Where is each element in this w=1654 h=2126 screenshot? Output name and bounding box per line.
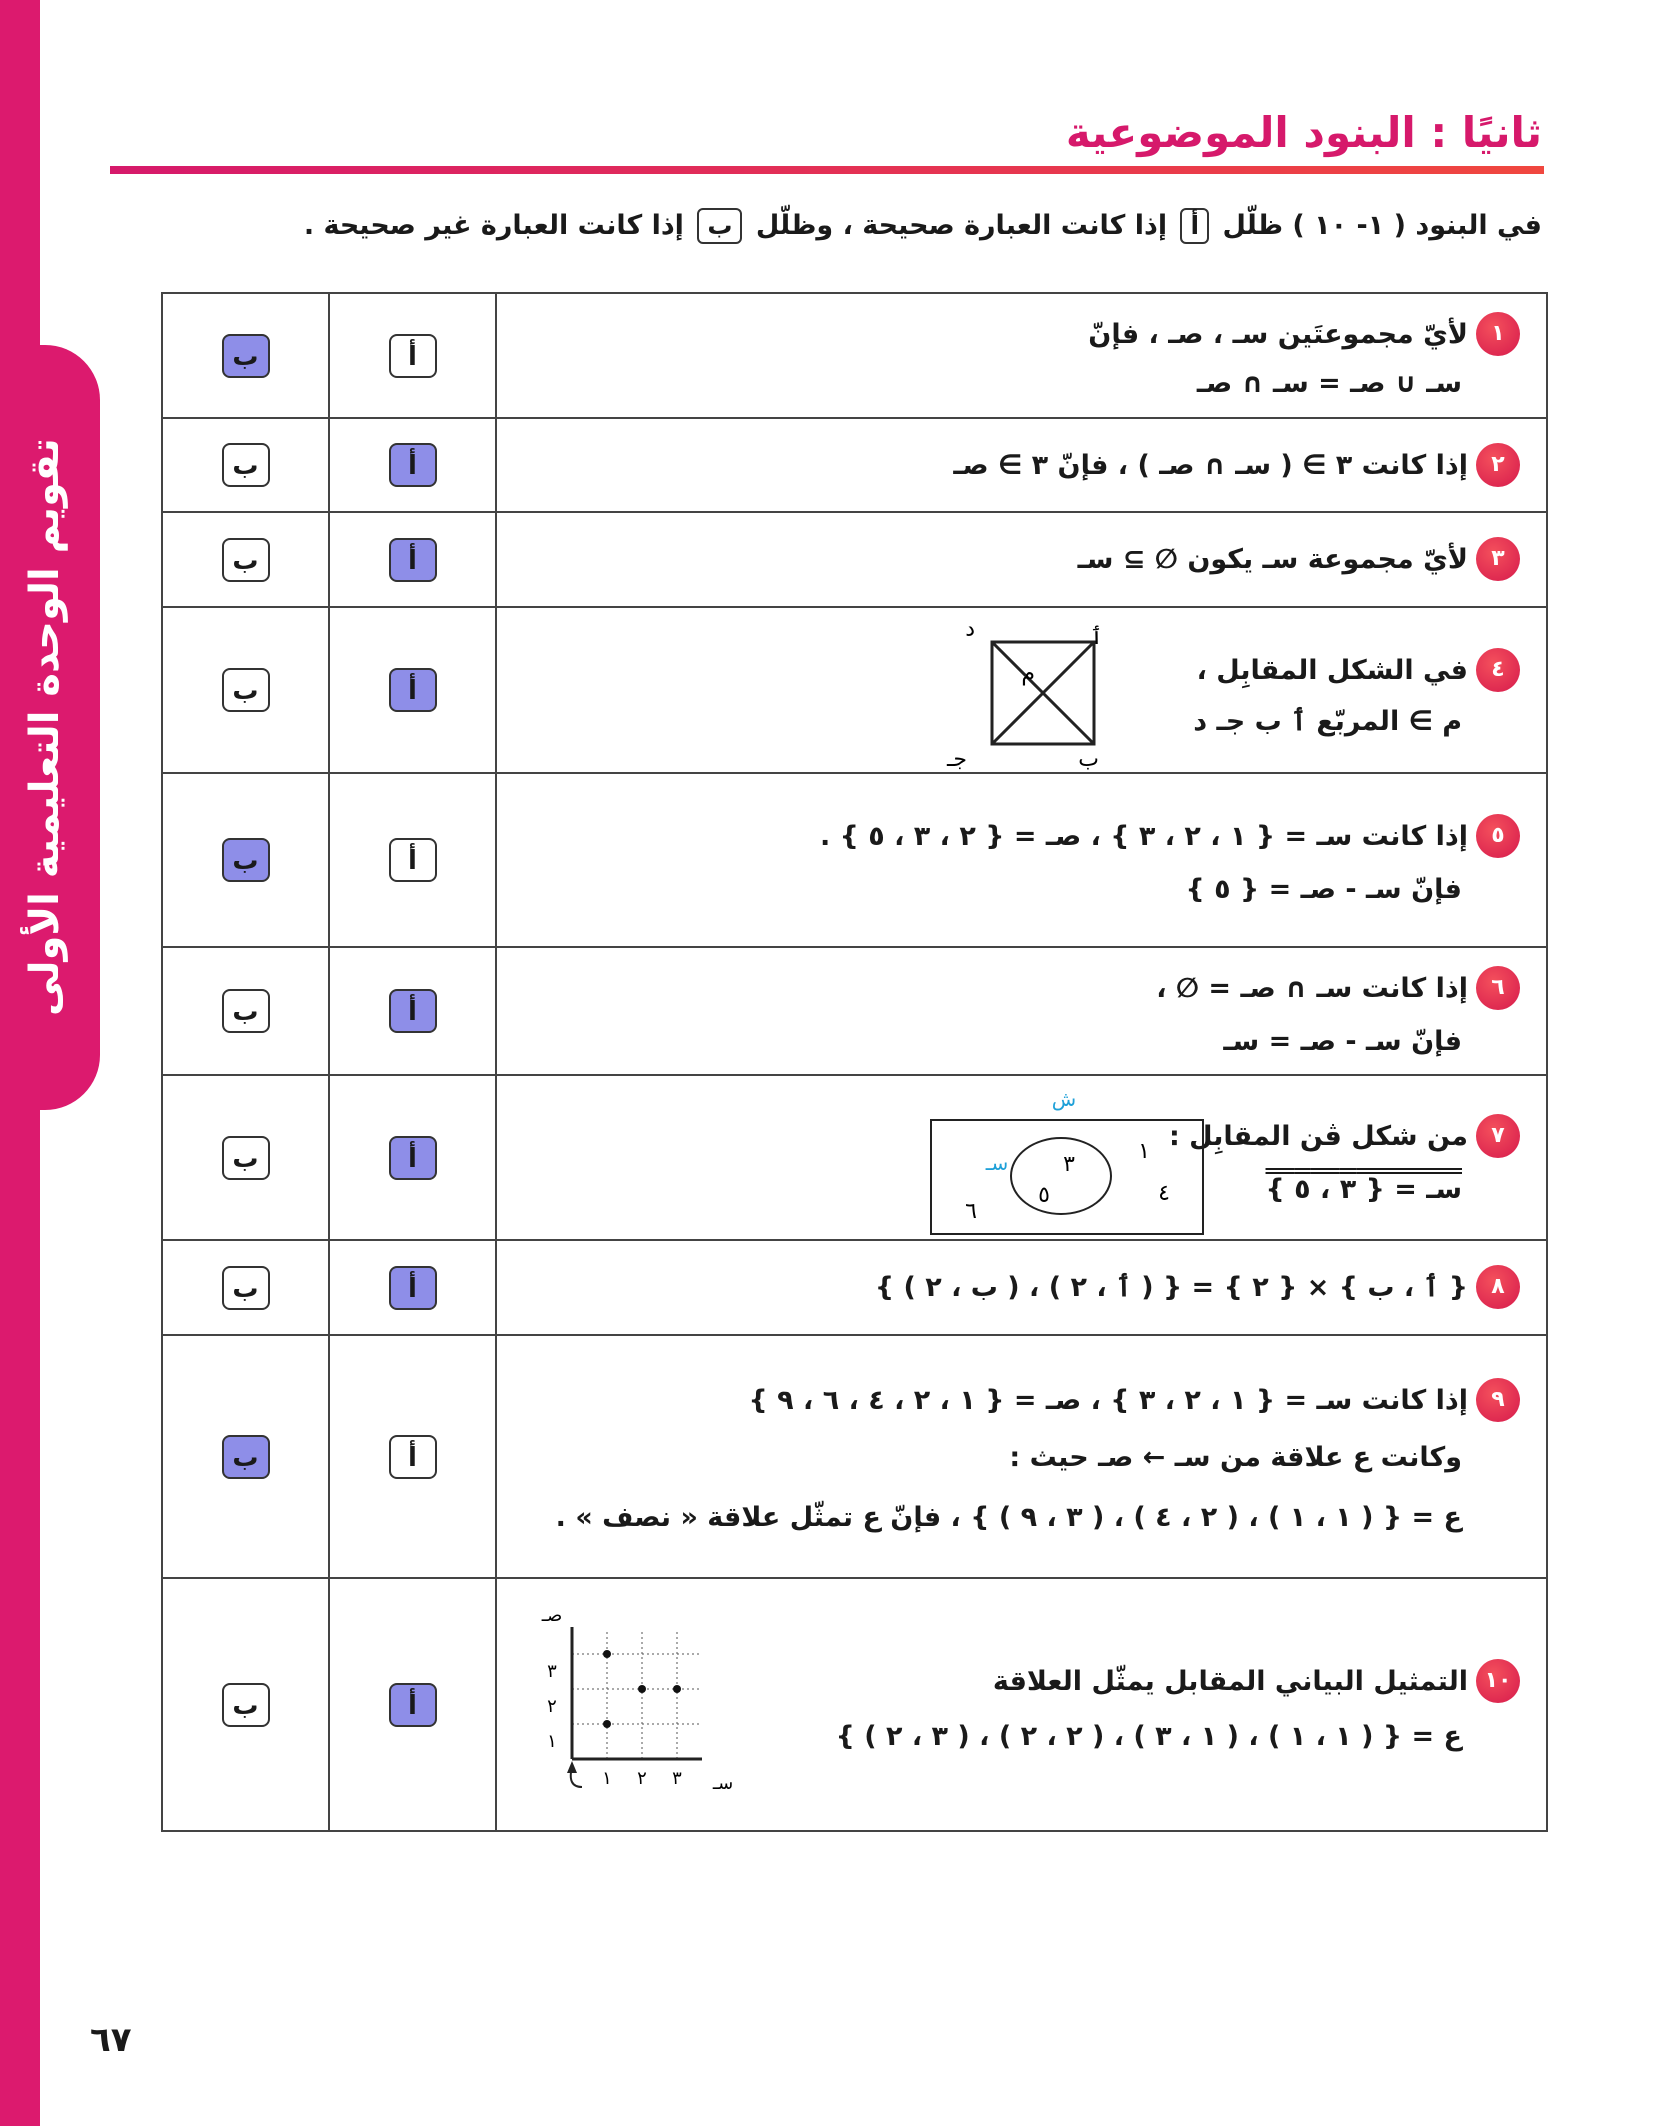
- venn-diagram: [919, 1078, 1209, 1238]
- option-cell-a-4: [329, 607, 496, 773]
- option-cell-a-3: [329, 512, 496, 607]
- instructions-box-a: أ: [1180, 208, 1209, 244]
- item-row-6: [162, 947, 1547, 1075]
- question-cell-1: [496, 293, 1547, 418]
- item-number-1: ١: [1476, 312, 1520, 356]
- item-number-3: ٣: [1476, 537, 1520, 581]
- item-text-9c: ع = { ( ١ ، ١ ) ، ( ٢ ، ٤ ) ، ( ٣ ، ٩ ) } ، فإنّ ع تمثّل علاقة « نصف » .: [555, 1502, 1462, 1533]
- option-a-4[interactable]: أ: [389, 668, 437, 712]
- instructions-mid: إذا كانت العبارة صحيحة ، وظلّل: [755, 210, 1168, 241]
- option-cell-b-6: [162, 947, 329, 1075]
- item-number-9: ٩: [1476, 1378, 1520, 1422]
- item-number-10: ١٠: [1476, 1659, 1520, 1703]
- option-cell-a-6: [329, 947, 496, 1075]
- item-number-7: ٧: [1476, 1114, 1520, 1158]
- item-number-2: ٢: [1476, 443, 1520, 487]
- instructions: [304, 208, 1542, 244]
- item-row-9: [162, 1335, 1547, 1578]
- option-b-3[interactable]: ب: [222, 538, 270, 582]
- option-b-4[interactable]: ب: [222, 668, 270, 712]
- item-row-5: [162, 773, 1547, 947]
- item-text-10: التمثيل البياني المقابل يمثّل العلاقة: [992, 1665, 1468, 1697]
- graph-point-4: [673, 1685, 681, 1693]
- graph-points: [603, 1650, 681, 1728]
- items-table: [161, 292, 1548, 1832]
- graph-y-label: صـ: [541, 1605, 563, 1626]
- option-b-1[interactable]: ب: [222, 334, 270, 378]
- item-row-2: [162, 418, 1547, 512]
- page-number: ٦٧: [90, 2020, 132, 2060]
- question-cell-3: [496, 512, 1547, 607]
- vertex-c: جـ: [946, 747, 967, 772]
- option-cell-b-5: [162, 773, 329, 947]
- item-text-8: { ٲ ، ب } × { ٢ } = { ( ٲ ، ٢ ) ، ( ب ، ٢ ) }: [874, 1271, 1468, 1303]
- set-ellipse: [1011, 1138, 1111, 1214]
- item-text-9b: وكانت ع علاقة من سـ ← صـ حيث :: [1009, 1442, 1462, 1473]
- question-cell-6: [496, 947, 1547, 1075]
- option-a-9[interactable]: أ: [389, 1435, 437, 1479]
- item-row-4: [162, 607, 1547, 773]
- question-cell-10: [496, 1578, 1547, 1831]
- instructions-post: إذا كانت العبارة غير صحيحة .: [303, 210, 684, 241]
- option-b-8[interactable]: ب: [222, 1266, 270, 1310]
- option-a-8[interactable]: أ: [389, 1266, 437, 1310]
- question-cell-2: [496, 418, 1547, 512]
- graph-x-label: سـ: [712, 1773, 734, 1794]
- y-tick-2: ٢: [547, 1696, 557, 1717]
- item-text-6b: فإنّ سـ - صـ = سـ: [1223, 1026, 1462, 1057]
- graph-point-1: [603, 1720, 611, 1728]
- option-cell-b-1: [162, 293, 329, 418]
- x-tick-3: ٣: [672, 1768, 682, 1789]
- option-cell-a-7: [329, 1075, 496, 1240]
- y-tick-3: ٣: [547, 1661, 557, 1682]
- graph-point-2: [603, 1650, 611, 1658]
- item-text-2: إذا كانت ٣ ∋ ( سـ ∩ صـ ) ، فإنّ ٣ ∋ صـ: [953, 449, 1468, 481]
- section-title: ثانيًا : البنود الموضوعية: [1065, 108, 1542, 157]
- item-text-1b: سـ ∪ صـ = سـ ∩ صـ: [1196, 368, 1462, 399]
- question-cell-5: [496, 773, 1547, 947]
- item-text-4: في الشكل المقابِل ،: [1196, 654, 1468, 686]
- question-cell-9: [496, 1335, 1547, 1578]
- option-cell-a-8: [329, 1240, 496, 1335]
- item-row-10: [162, 1578, 1547, 1831]
- venn-outside-1: ١: [1138, 1139, 1150, 1164]
- item-text-5: إذا كانت سـ = { ١ ، ٢ ، ٣ } ، صـ = { ٢ ، ٣ ، ٥ } .: [819, 820, 1468, 852]
- instructions-pre: في البنود ( ١- ١٠ ) ظلّل: [1222, 210, 1542, 241]
- vertex-b: ب: [1078, 747, 1099, 772]
- option-cell-b-10: [162, 1578, 329, 1831]
- option-b-5[interactable]: ب: [222, 838, 270, 882]
- item-row-8: [162, 1240, 1547, 1335]
- item-text-7: من شكل ڤن المقابِل :: [1168, 1120, 1468, 1152]
- option-cell-a-5: [329, 773, 496, 947]
- universal-label: ش: [1051, 1087, 1077, 1111]
- graph-grid: [572, 1629, 702, 1759]
- venn-inside-1: ٣: [1063, 1152, 1075, 1177]
- x-tick-2: ٢: [637, 1768, 647, 1789]
- option-b-9[interactable]: ب: [222, 1435, 270, 1479]
- set-label: سـ: [985, 1151, 1009, 1175]
- option-cell-a-1: [329, 293, 496, 418]
- question-cell-4: [496, 607, 1547, 773]
- item-number-5: ٥: [1476, 814, 1520, 858]
- option-b-6[interactable]: ب: [222, 989, 270, 1033]
- vertex-a: ٲ: [1090, 625, 1103, 650]
- option-a-6[interactable]: أ: [389, 989, 437, 1033]
- option-cell-a-10: [329, 1578, 496, 1831]
- title-underline: [110, 166, 1544, 174]
- option-b-10[interactable]: ب: [222, 1683, 270, 1727]
- option-cell-a-2: [329, 418, 496, 512]
- instructions-box-b: ب: [697, 208, 742, 244]
- option-cell-b-2: [162, 418, 329, 512]
- item-text-3: لأيّ مجموعة سـ يكون ∅ ⊇ سـ: [1077, 543, 1468, 575]
- question-cell-7: [496, 1075, 1547, 1240]
- option-cell-b-4: [162, 607, 329, 773]
- item-row-3: [162, 512, 1547, 607]
- item-text-9: إذا كانت سـ = { ١ ، ٢ ، ٣ } ، صـ = { ١ ، ٢ ، ٤ ، ٦ ، ٩ }: [748, 1384, 1468, 1416]
- item-row-1: [162, 293, 1547, 418]
- venn-inside-2: ٥: [1038, 1183, 1050, 1208]
- item-text-1: لأيّ مجموعتَين سـ ، صـ ، فإنّ: [1088, 318, 1468, 350]
- option-a-3[interactable]: أ: [389, 538, 437, 582]
- vertex-d: د: [965, 617, 975, 642]
- venn-outside-3: ٦: [965, 1199, 977, 1224]
- item-number-8: ٨: [1476, 1265, 1520, 1309]
- option-a-10[interactable]: أ: [389, 1683, 437, 1727]
- item-number-6: ٦: [1476, 966, 1520, 1010]
- arrow-head-icon: [567, 1761, 577, 1773]
- relation-graph: [527, 1599, 737, 1799]
- item-text-10b: ع = { ( ١ ، ١ ) ، ( ١ ، ٣ ) ، ( ٢ ، ٢ ) ، ( ٣ ، ٢ ) }: [835, 1721, 1462, 1752]
- graph-point-3: [638, 1685, 646, 1693]
- square-figure: [946, 617, 1137, 772]
- item-text-6: إذا كانت سـ ∩ صـ = ∅ ،: [1156, 972, 1468, 1004]
- x-tick-1: ١: [602, 1768, 612, 1789]
- item-text-5b: فإنّ سـ - صـ = { ٥ }: [1185, 874, 1462, 905]
- option-a-2[interactable]: أ: [389, 443, 437, 487]
- option-cell-b-3: [162, 512, 329, 607]
- item-row-7: [162, 1075, 1547, 1240]
- option-cell-b-8: [162, 1240, 329, 1335]
- option-a-5[interactable]: أ: [389, 838, 437, 882]
- side-tab-label: تقويم الوحدة التعليمية الأولى: [22, 438, 68, 1017]
- y-tick-1: ١: [547, 1731, 557, 1752]
- item-text-7b: سـ = { ٣ ، ٥ }: [1265, 1174, 1462, 1205]
- question-cell-8: [496, 1240, 1547, 1335]
- item-number-4: ٤: [1476, 648, 1520, 692]
- option-b-7[interactable]: ب: [222, 1136, 270, 1180]
- option-a-7[interactable]: أ: [389, 1136, 437, 1180]
- option-a-1[interactable]: أ: [389, 334, 437, 378]
- venn-outside-2: ٤: [1158, 1181, 1170, 1206]
- center-m: م: [1021, 661, 1035, 686]
- option-cell-a-9: [329, 1335, 496, 1578]
- option-cell-b-9: [162, 1335, 329, 1578]
- option-cell-b-7: [162, 1075, 329, 1240]
- item-text-4b: م ∋ المربّع ٲ ب جـ د: [1193, 706, 1462, 737]
- option-b-2[interactable]: ب: [222, 443, 270, 487]
